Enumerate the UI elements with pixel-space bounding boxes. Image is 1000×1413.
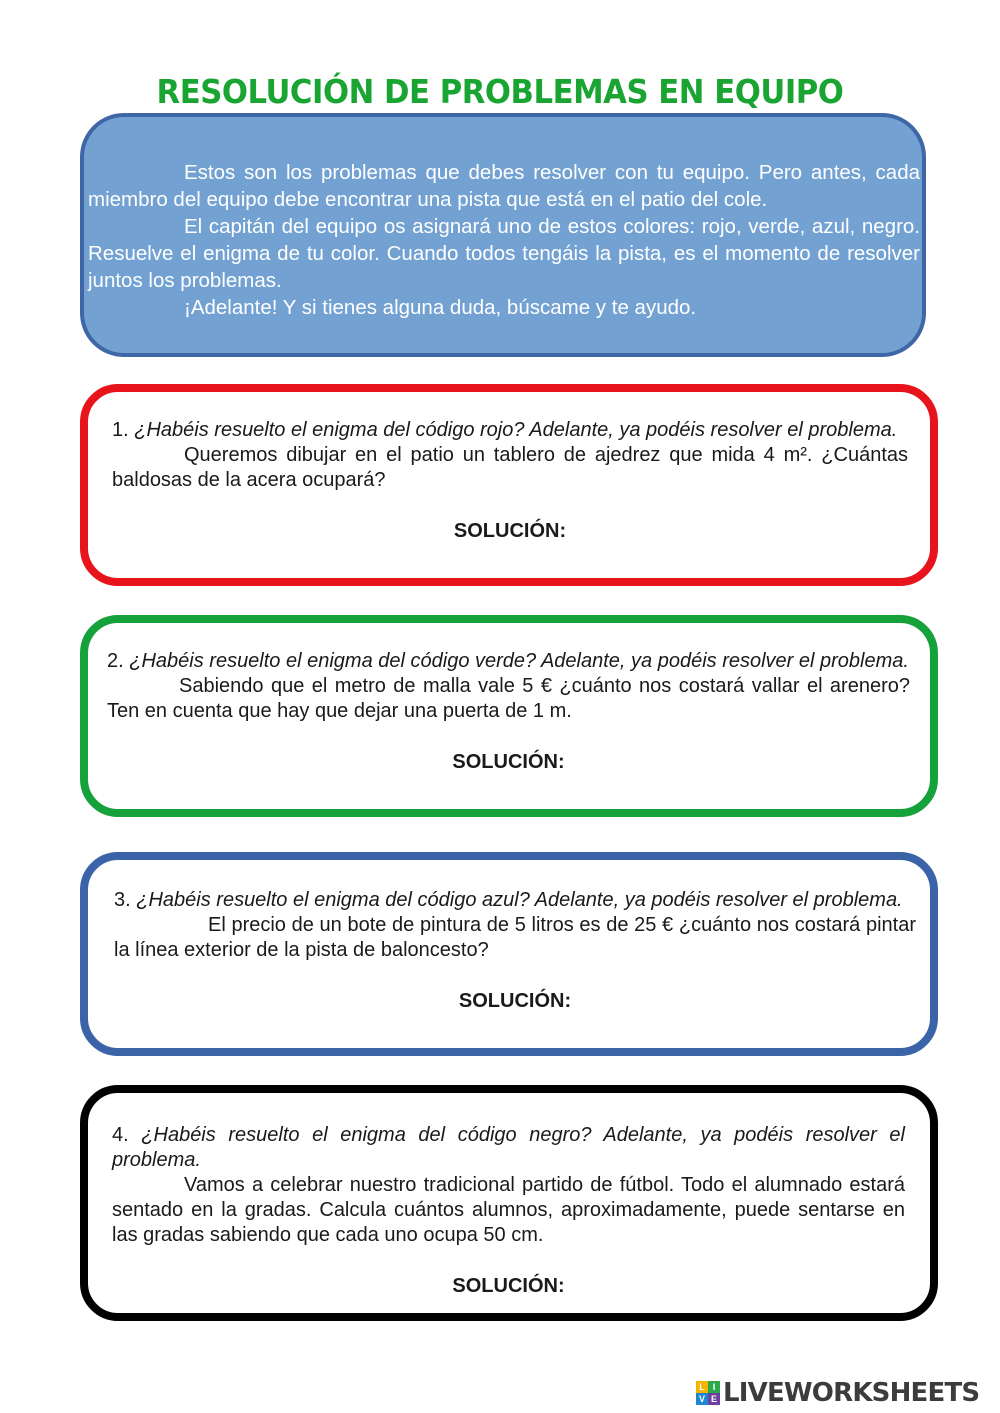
problem-box-black: [80, 1085, 938, 1321]
problem-statement: Vamos a celebrar nuestro tradicional partido de fútbol. Todo el alumnado estará sentado en la gradas. Calcula cuántos alumnos, aproximadamente, puede sentarse en las gradas sabiendo que cada uno ocupa 50 cm.: [112, 1174, 905, 1246]
problem-question: [107, 649, 910, 674]
problem-number: 3.: [114, 889, 131, 911]
problem-number: 1.: [112, 419, 129, 441]
solution-label: SOLUCIÓN:: [452, 751, 565, 773]
problem-box-red: [80, 384, 938, 586]
problem-statement: Queremos dibujar en el patio un tablero de ajedrez que mida 4 m². ¿Cuántas baldosas de la acera ocupará?: [112, 444, 908, 491]
problem-question: [112, 1123, 905, 1173]
logo-letter: I: [708, 1381, 720, 1393]
problem-number: 4.: [112, 1124, 129, 1146]
solution-label: SOLUCIÓN:: [458, 990, 572, 1012]
problem-question: [112, 418, 908, 443]
logo-text: LIVEWORKSHEETS: [723, 1378, 980, 1408]
problem-statement: Sabiendo que el metro de malla vale 5 € ¿cuánto nos costará vallar el arenero? Ten en cuenta que hay que dejar una puerta de 1 m.: [107, 675, 910, 722]
problem-question: [114, 888, 916, 913]
intro-box: [80, 113, 926, 357]
solution-label: SOLUCIÓN:: [453, 520, 567, 542]
problem-box-blue: [80, 852, 938, 1056]
problem-statement: El precio de un bote de pintura de 5 litros es de 25 € ¿cuánto nos costará pintar la línea exterior de la pista de baloncesto?: [114, 914, 916, 961]
problem-box-green: [80, 615, 938, 817]
logo-letter: L: [696, 1381, 708, 1393]
solution-label: SOLUCIÓN:: [452, 1275, 565, 1297]
intro-paragraph-2: El capitán del equipo os asignará uno de estos colores: rojo, verde, azul, negro. Resuelve el enigma de tu color. Cuando todos tengáis la pista, es el momento de resolver juntos los problemas.: [88, 215, 920, 292]
problem-question-text: ¿Habéis resuelto el enigma del código negro? Adelante, ya podéis resolver el problema.: [112, 1124, 905, 1171]
problem-number: 2.: [107, 650, 124, 672]
intro-paragraph-3: ¡Adelante! Y si tienes alguna duda, búscame y te ayudo.: [184, 296, 697, 319]
logo-letter: E: [708, 1393, 720, 1405]
problem-question-text: ¿Habéis resuelto el enigma del código rojo? Adelante, ya podéis resolver el problema.: [134, 419, 898, 441]
intro-paragraph-1: Estos son los problemas que debes resolver con tu equipo. Pero antes, cada miembro del equipo debe encontrar una pista que está en el patio del cole.: [88, 161, 920, 211]
liveworksheets-logo[interactable]: [696, 1376, 979, 1410]
logo-letter: V: [696, 1393, 708, 1405]
problem-question-text: ¿Habéis resuelto el enigma del código azul? Adelante, ya podéis resolver el problema.: [136, 889, 903, 911]
logo-mark-icon: [696, 1381, 720, 1405]
problem-question-text: ¿Habéis resuelto el enigma del código verde? Adelante, ya podéis resolver el problema.: [129, 650, 909, 672]
page-title: RESOLUCIÓN DE PROBLEMAS EN EQUIPO: [156, 72, 844, 111]
